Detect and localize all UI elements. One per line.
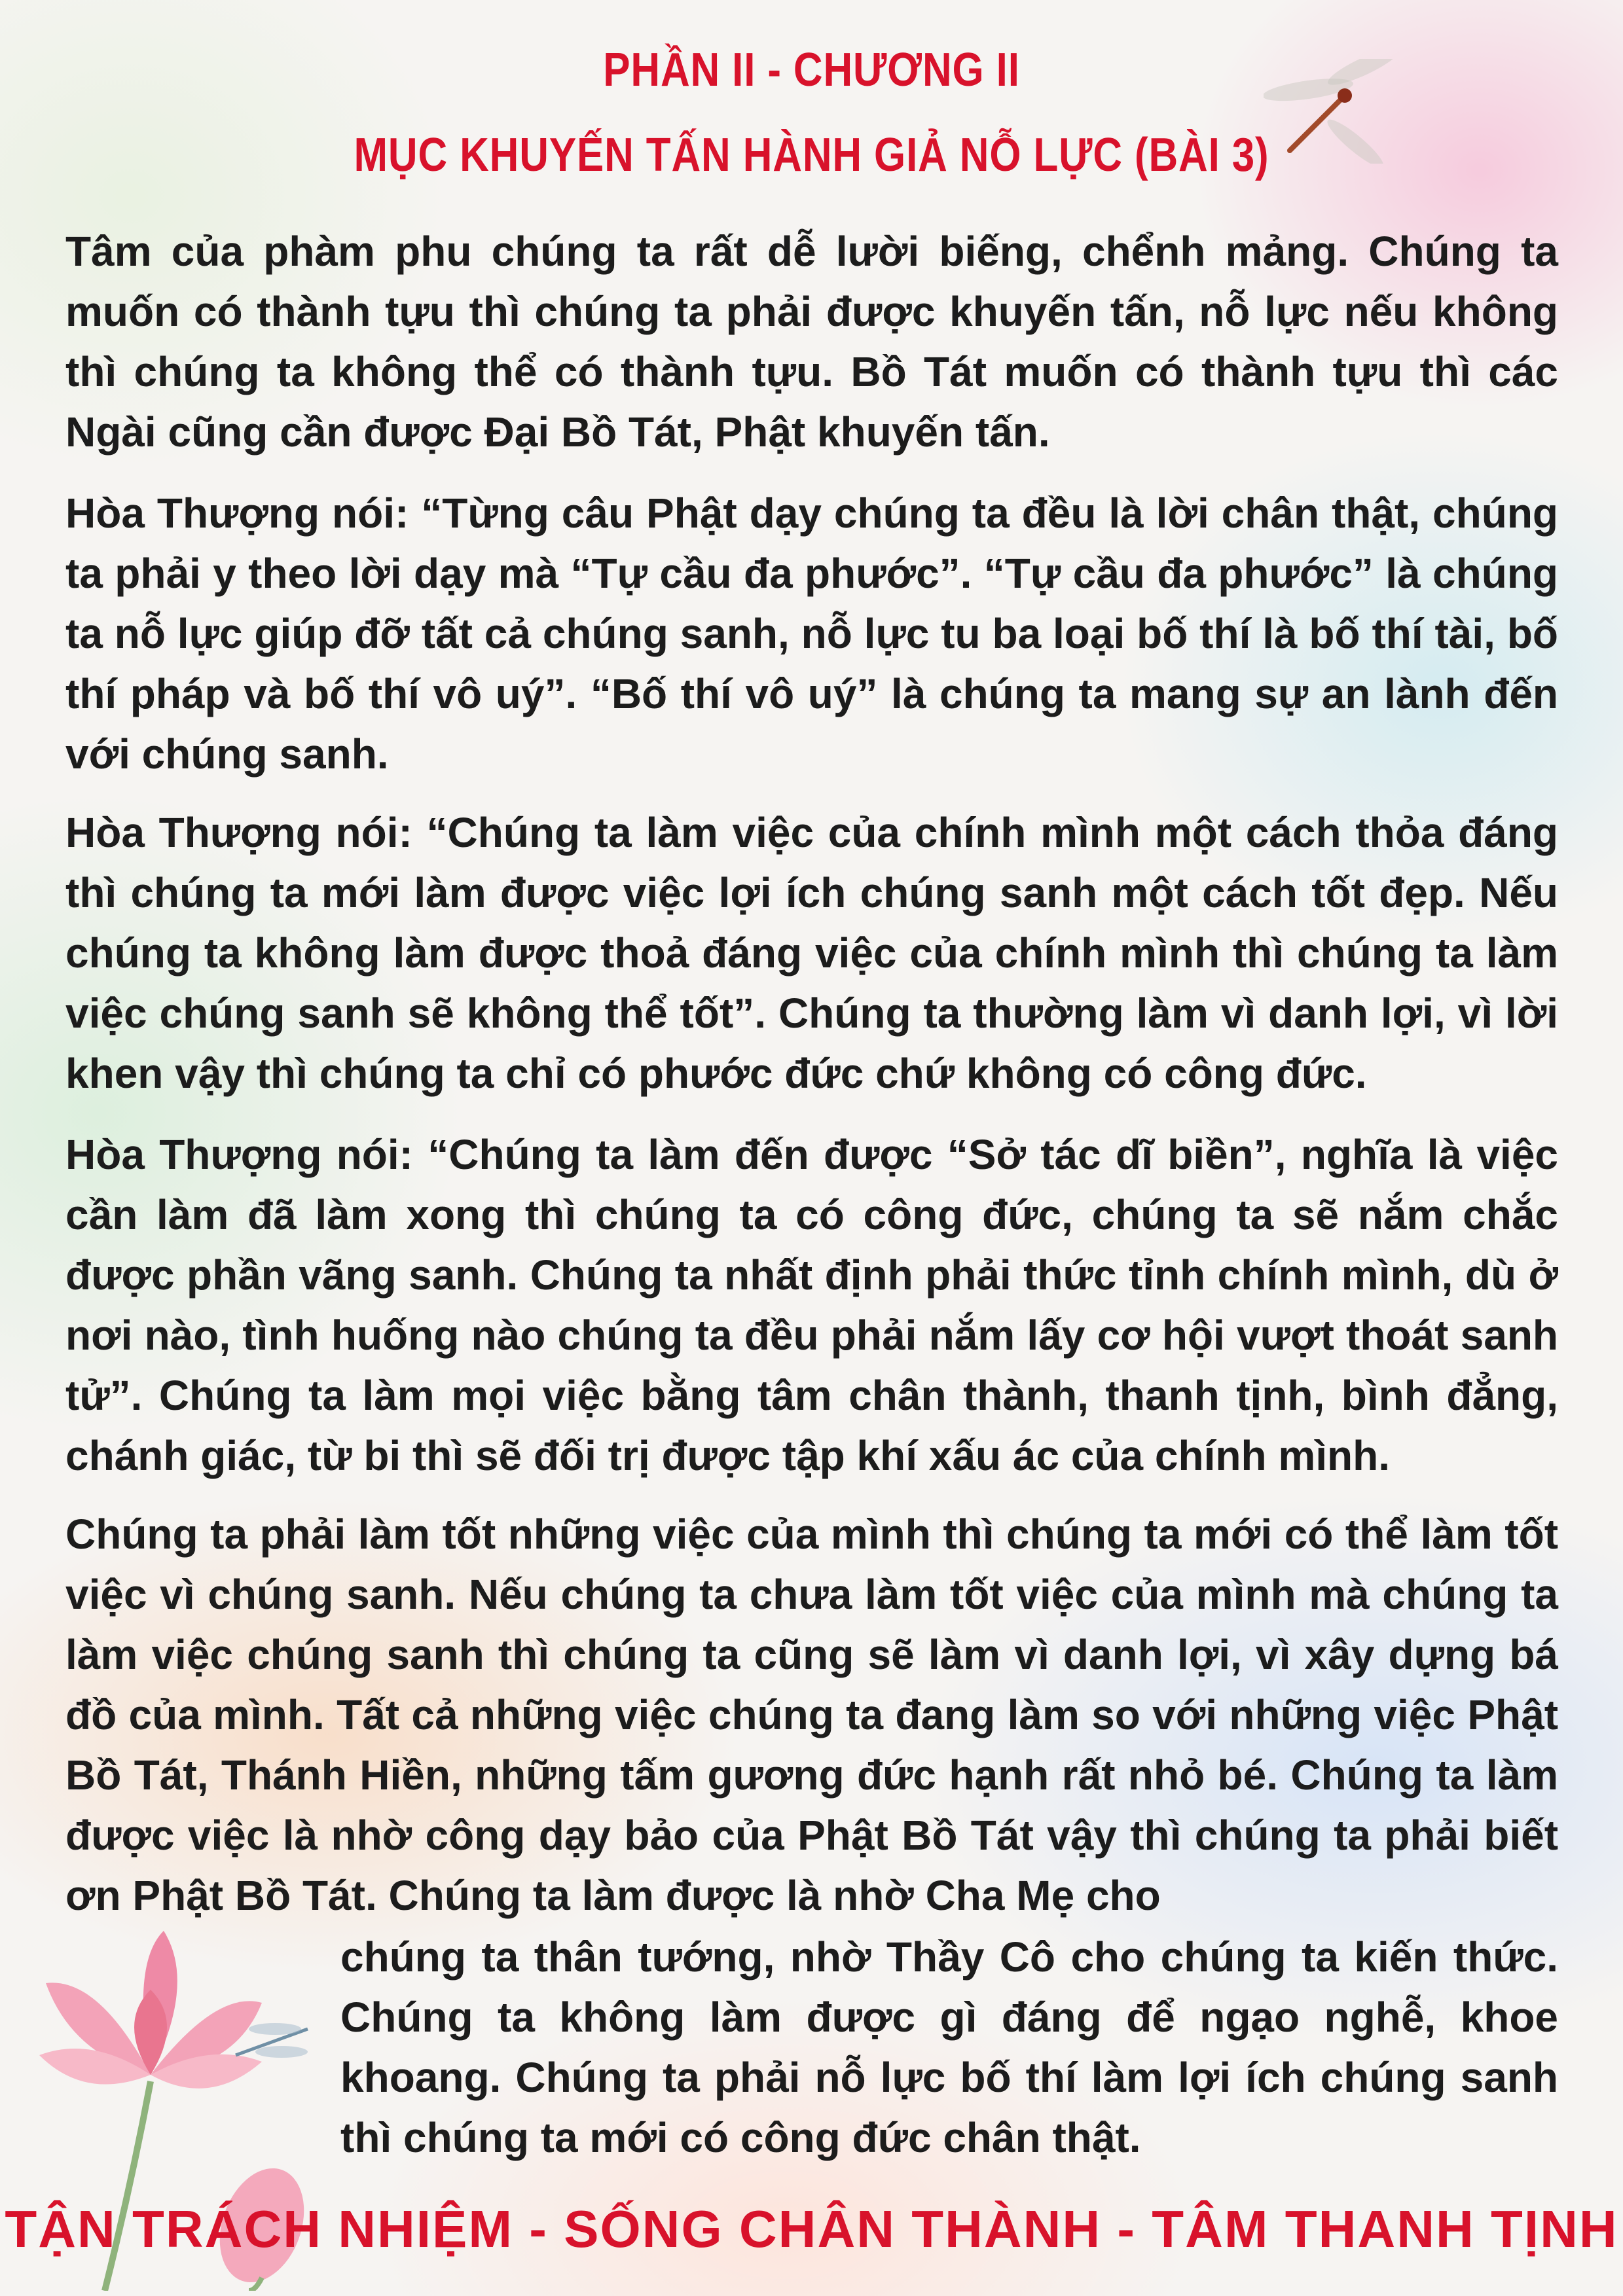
chapter-title: PHẦN II - CHƯƠNG II [603, 44, 1020, 96]
paragraph-5: Chúng ta phải làm tốt những việc của mình thì chúng ta mới có thể làm tốt việc vì chúng sanh. Nếu chúng ta chưa làm tốt việc của mình mà chúng ta làm việc chúng sanh thì chúng ta cũng sẽ làm vì danh lợi, vì xây dựng bá đồ của mình. Tất cả những việc chúng ta đang làm so với những việc Phật Bồ Tát, Thánh Hiền, những tấm gương đức hạnh rất nhỏ bé. Chúng ta làm được việc là nhờ công dạy bảo của Phật Bồ Tát vậy thì chúng ta phải biết ơn Phật Bồ Tát. Chúng ta làm được là nhờ Cha Mẹ cho [65, 1511, 1558, 1919]
motto-footer: TẬN TRÁCH NHIỆM - SỐNG CHÂN THÀNH - TÂM THANH TỊNH [5, 2200, 1618, 2258]
paragraph-2: Hòa Thượng nói: “Từng câu Phật dạy chúng ta đều là lời chân thật, chúng ta phải y theo lời dạy mà “Tự cầu đa phước”. “Tự cầu đa phước” là chúng ta nỗ lực giúp đỡ tất cả chúng sanh, nỗ lực tu ba loại bố thí là bố thí tài, bố thí pháp và bố thí vô uý”. “Bố thí vô uý” là chúng ta mang sự an lành đến với chúng sanh. [65, 490, 1558, 778]
paragraph-1: Tâm của phàm phu chúng ta rất dễ lười biếng, chểnh mảng. Chúng ta muốn có thành tựu thì chúng ta phải được khuyến tấn, nỗ lực nếu không thì chúng ta không thể có thành tựu. Bồ Tát muốn có thành tựu thì các Ngài cũng cần được Đại Bồ Tát, Phật khuyến tấn. [65, 228, 1558, 456]
paragraph-5-continued: chúng ta thân tướng, nhờ Thầy Cô cho chúng ta kiến thức. Chúng ta không làm được gì đáng để ngạo nghễ, khoe khoang. Chúng ta phải nỗ lực bố thí làm lợi ích chúng sanh thì chúng ta mới có công đức chân thật. [340, 1933, 1558, 2161]
section-title: MỤC KHUYẾN TẤN HÀNH GIẢ NỖ LỰC (BÀI 3) [354, 129, 1269, 181]
paragraph-3: Hòa Thượng nói: “Chúng ta làm việc của chính mình một cách thỏa đáng thì chúng ta mới làm được việc lợi ích chúng sanh một cách tốt đẹp. Nếu chúng ta không làm được thoả đáng việc của chính mình thì chúng ta làm việc chúng sanh sẽ không thể tốt”. Chúng ta thường làm vì danh lợi, vì lời khen vậy thì chúng ta chỉ có phước đức chứ không có công đức. [65, 809, 1558, 1097]
paragraph-4: Hòa Thượng nói: “Chúng ta làm đến được “Sở tác dĩ biền”, nghĩa là việc cần làm đã làm xong thì chúng ta có công đức, chúng ta sẽ nắm chắc được phần vãng sanh. Chúng ta nhất định phải thức tỉnh chính mình, dù ở nơi nào, tình huống nào chúng ta đều phải nắm lấy cơ hội vượt thoát sanh tử”. Chúng ta làm mọi việc bằng tâm chân thành, thanh tịnh, bình đẳng, chánh giác, từ bi thì sẽ đối trị được tập khí xấu ác của chính mình. [65, 1131, 1558, 1479]
